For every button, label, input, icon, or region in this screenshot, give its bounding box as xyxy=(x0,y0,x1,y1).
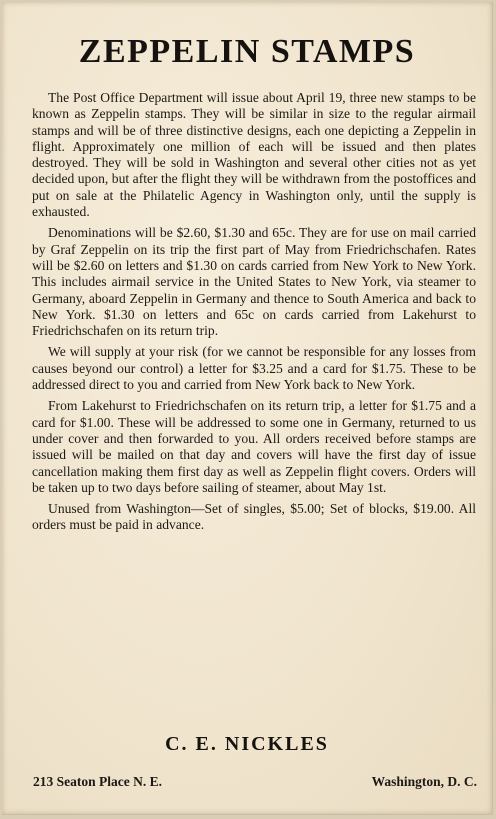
paragraph-supply-offer: We will supply at your risk (for we cannot be responsible for any losses from causes beyond our control) a letter for $3.25 and a card for $1.75. These to be addressed direct to you and carried from New York back to New York. xyxy=(32,344,476,393)
paragraph-return-trip: From Lakehurst to Friedrichschafen on its return trip, a letter for $1.75 and a card for $1.00. These will be addressed to some one in Germany, returned to us under cover and then forwarded to you. All orders received before stamps are issued will be mailed on that day and covers will have the first day of issue cancellation making them first day as well as Zeppelin flight covers. Orders will be taken up to two days before sailing of steamer, about May 1st. xyxy=(32,398,476,495)
address-footer xyxy=(33,774,477,790)
paragraph-pricing: Unused from Washington—Set of singles, $5.00; Set of blocks, $19.00. All orders must be paid in advance. xyxy=(32,501,476,533)
paragraph-denominations: Denominations will be $2.60, $1.30 and 65c. They are for use on mail carried by Graf Zeppelin on its trip the first part of May from Friedrichschafen. Rates will be $2.60 on letters and $1.30 on cards carried from New York to New York. This includes airmail service in the United States to New York, via steamer to Germany, aboard Zeppelin in Germany and thence to South America and back to New York. $1.30 on letters and 65c on cards carried from Lakehurst to Friedrichschafen on its return trip. xyxy=(32,225,476,339)
signature-name: C. E. NICKLES xyxy=(165,733,329,755)
body-text xyxy=(32,90,476,539)
street-address: 213 Seaton Place N. E. xyxy=(33,774,162,789)
city-address: Washington, D. C. xyxy=(371,774,477,789)
page-title: ZEPPELIN STAMPS xyxy=(78,33,416,70)
postcard xyxy=(2,2,493,815)
paragraph-issue-announcement: The Post Office Department will issue about April 19, three new stamps to be known as Zeppelin stamps. They will be similar in size to the regular airmail stamps and will be of three distinctive designs, each one depicting a Zeppelin in flight. Approximately one million of each will be issued and then plates destroyed. They will be sold in Washington and several other cities not as yet decided upon, but after the flight they will be withdrawn from the postoffices and put on sale at the Philatelic Agency in Washington only, until the supply is exhausted. xyxy=(32,90,476,220)
